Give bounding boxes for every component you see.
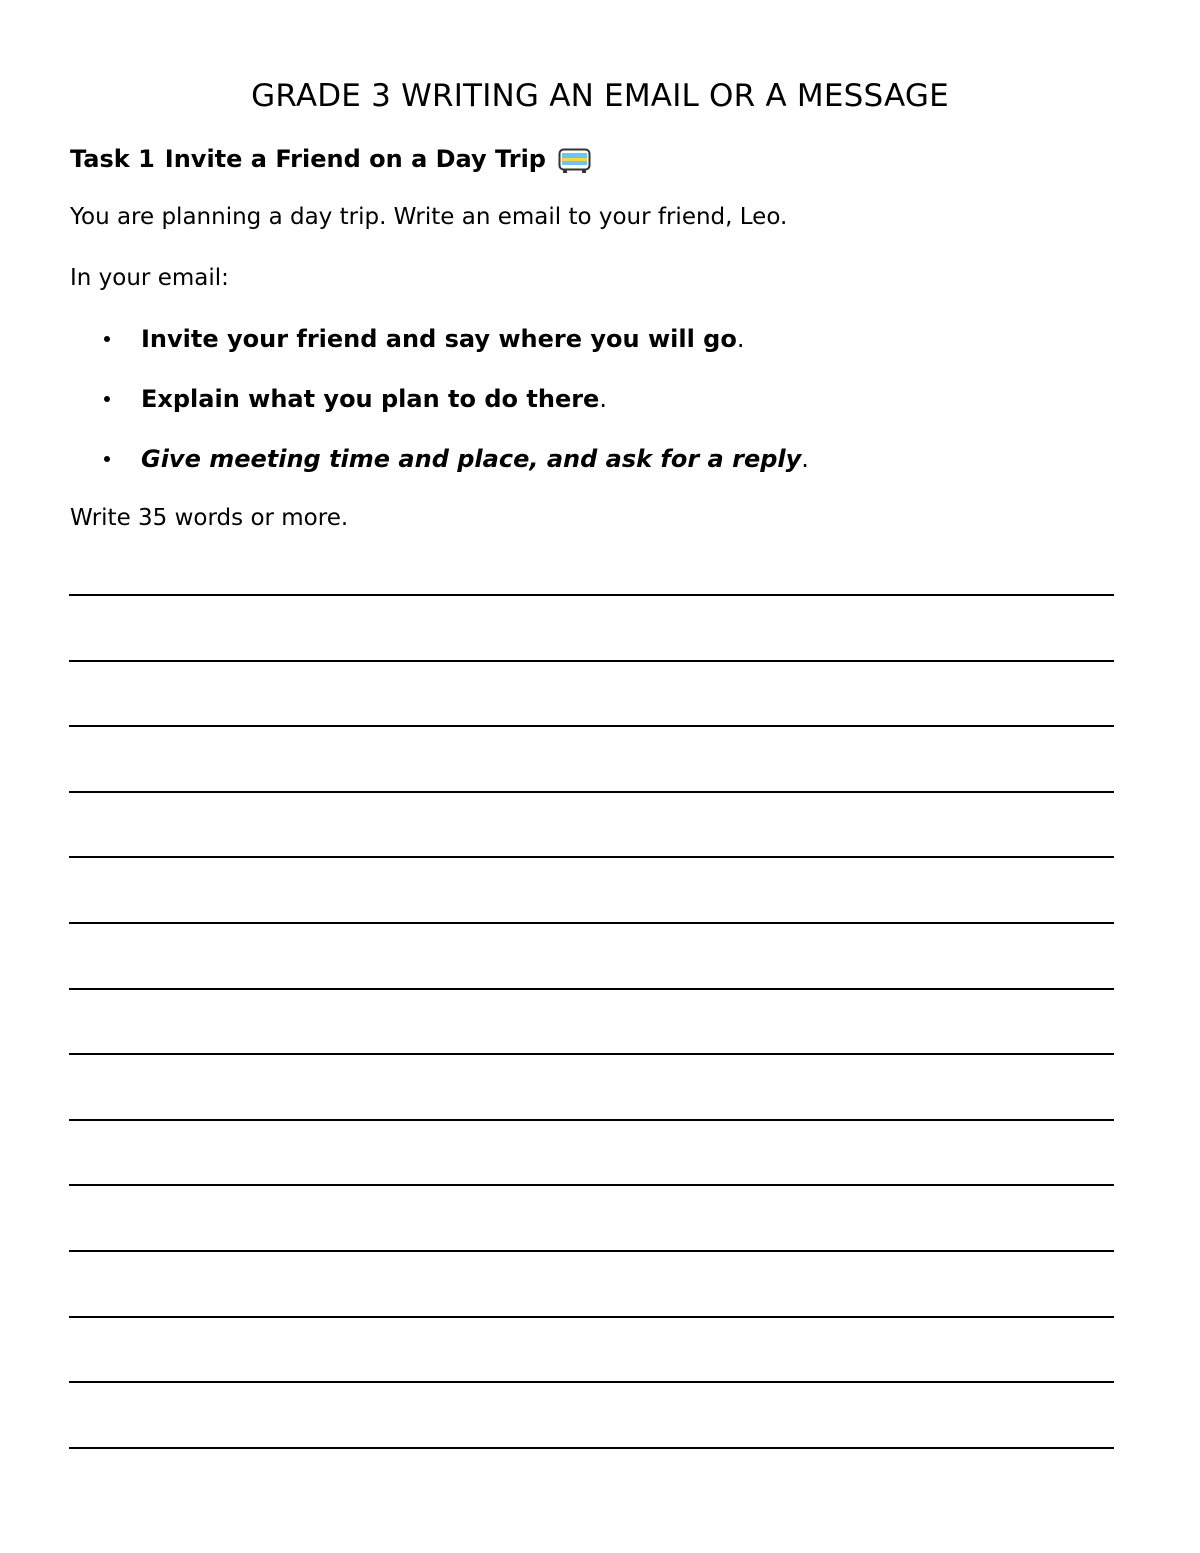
task-number: Task 1	[70, 145, 155, 173]
writing-line	[69, 660, 1114, 662]
bullet-dot	[104, 396, 110, 402]
writing-line	[69, 1316, 1114, 1318]
word-requirement: Write 35 words or more.	[70, 505, 349, 531]
bullet-dot	[104, 456, 110, 462]
writing-line	[69, 1381, 1114, 1383]
list-item: Explain what you plan to do there.	[104, 382, 809, 442]
writing-line	[69, 1447, 1114, 1449]
writing-line	[69, 922, 1114, 924]
bullet-text: Invite your friend and say where you will go	[141, 325, 737, 353]
list-item: Give meeting time and place, and ask for a reply.	[104, 442, 809, 502]
task-name: Invite a Friend on a Day Trip	[164, 145, 546, 173]
writing-line	[69, 1053, 1114, 1055]
bus-icon	[558, 148, 591, 174]
bullet-text: Explain what you plan to do there	[141, 385, 600, 413]
writing-line	[69, 856, 1114, 858]
writing-line	[69, 1250, 1114, 1252]
writing-line	[69, 725, 1114, 727]
writing-line	[69, 791, 1114, 793]
page-title: GRADE 3 WRITING AN EMAIL OR A MESSAGE	[251, 78, 949, 114]
task-heading	[70, 142, 591, 176]
writing-area[interactable]	[69, 594, 1114, 1512]
writing-line	[69, 594, 1114, 596]
bullet-dot	[104, 336, 110, 342]
writing-line	[69, 1119, 1114, 1121]
writing-line	[69, 1184, 1114, 1186]
list-item: Invite your friend and say where you will go.	[104, 322, 809, 382]
writing-line	[69, 988, 1114, 990]
intro-text: You are planning a day trip. Write an email to your friend, Leo.	[70, 204, 788, 230]
requirements-list	[104, 322, 809, 502]
bullet-text: Give meeting time and place, and ask for a reply	[141, 445, 802, 473]
in-your-email-label: In your email:	[70, 265, 229, 291]
